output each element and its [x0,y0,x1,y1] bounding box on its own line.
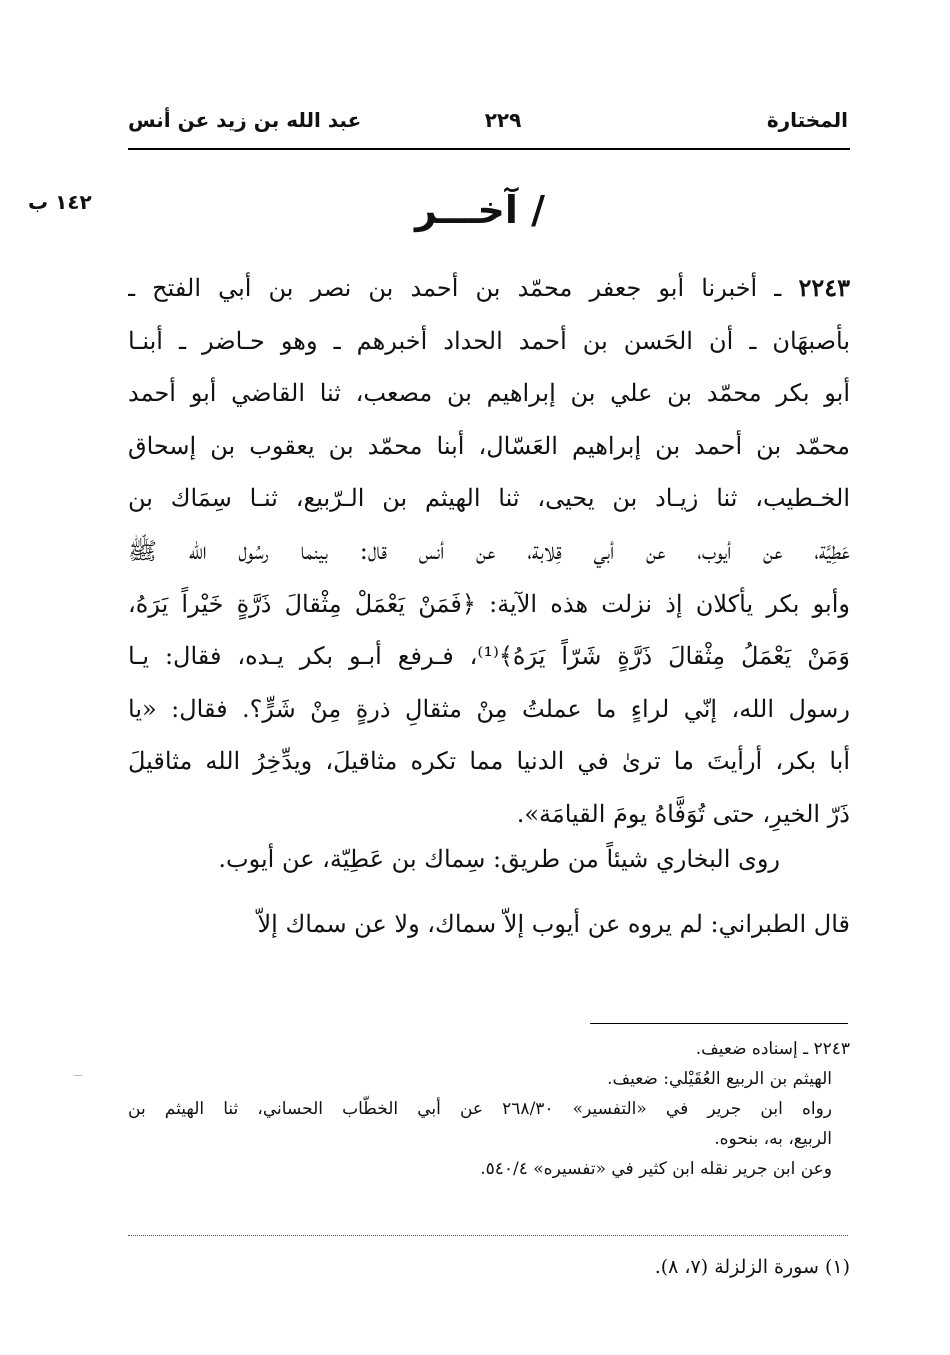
body-line: ٢٢٤٣ ـ أخبرنا أبو جعفر محمّد بن أحمد بن نصر بن أبي الفتح ـ [128,273,850,302]
body-line: أبا بكر، أرأيتَ ما ترىٰ في الدنيا مما تكره مثاقيلَ، ويدِّخِرُ الله مثاقيلَ [128,747,850,776]
body-line: ذَرّ الخيرِ، حتى تُوَفَّاهُ يومَ القيامَة». [516,799,850,828]
header-divider [128,148,850,150]
footnote-line: ٢٢٤٣ ـ إسناده ضعيف. [695,1039,850,1059]
margin-mark [74,1075,82,1076]
body-line: بأصبهَان ـ أن الحَسن بن أحمد الحداد أخبرهم ـ وهو حـاضر ـ أبنـا [128,326,850,355]
body-line: وَمَنْ يَعْمَلُ مِثْقالَ ذَرَّةٍ شَرّاً يَرَهُ﴾⁽¹⁾، فـرفع أبـو بكر يـده، فقال: يـا [128,642,850,671]
body-line: أبو بكر محمّد بن علي بن إبراهيم بن مصعب، ثنا القاضي أبو أحمد [128,379,850,408]
footnote-ref-divider [128,1235,848,1236]
running-head [128,108,848,144]
bukhari-note: روى البخاري شيئاً من طريق: سِماك بن عَطِيّة، عن أيوب. [218,845,780,873]
book-title: المختارة [766,108,848,132]
body-line: وأبو بكر يأكلان إذ نزلت هذه الآية: ﴿فَمَنْ يَعْمَلْ مِثْقالَ ذَرَّةٍ خَيْراً يَرَهُ، [128,589,850,618]
hadith-text [128,262,850,841]
footnote-line: الهيثم بن الربيع العُقَيْلي: ضعيف. [607,1069,832,1089]
footnote-divider [590,1023,848,1024]
footnote-line: وعن ابن جرير نقله ابن كثير في «تفسيره» ٥٤٠/٤. [480,1159,832,1179]
body-line: رسول الله، إنّي لراءٍ ما عملتُ مِنْ مثقالِ ذرةٍ مِنْ شَرٍّ؟. فقال: «يا [128,694,850,723]
quran-reference-footnote: (١) سورة الزلزلة (٧، ٨). [654,1256,850,1278]
body-line: عَطِيَّة، عن أيوب، عن أبي قِلابة، عن أنس قال: بينما رسُول الله ﷺ [128,536,850,565]
body-line: الخـطيب، ثنا زيـاد بن يحيى، ثنا الهيثم بن الـرّبيع، ثنـا سِمَاك بن [128,484,850,513]
page-number: ٢٢٩ [484,108,522,132]
section-title: / آخـــر [414,188,546,232]
chapter-title: عبد الله بن زيد عن أنس [128,108,362,132]
hadith-number: ٢٢٤٣ [798,273,850,302]
tabarani-note: قال الطبراني: لم يروه عن أيوب إلاّ سماك، ولا عن سماك إلاّ [257,910,850,938]
body-line: محمّد بن أحمد بن إبراهيم العَسّال، أبنا محمّد بن يعقوب بن إسحاق [128,431,850,460]
manuscript-folio-marker: ١٤٢ ب [28,190,92,214]
footnote-line: الربيع، به، بنحوه. [714,1129,832,1149]
footnote-line: رواه ابن جرير في «التفسير» ٢٦٨/٣٠ عن أبي الخطّاب الحساني، ثنا الهيثم بن [128,1099,832,1119]
footnotes [128,1034,850,1184]
